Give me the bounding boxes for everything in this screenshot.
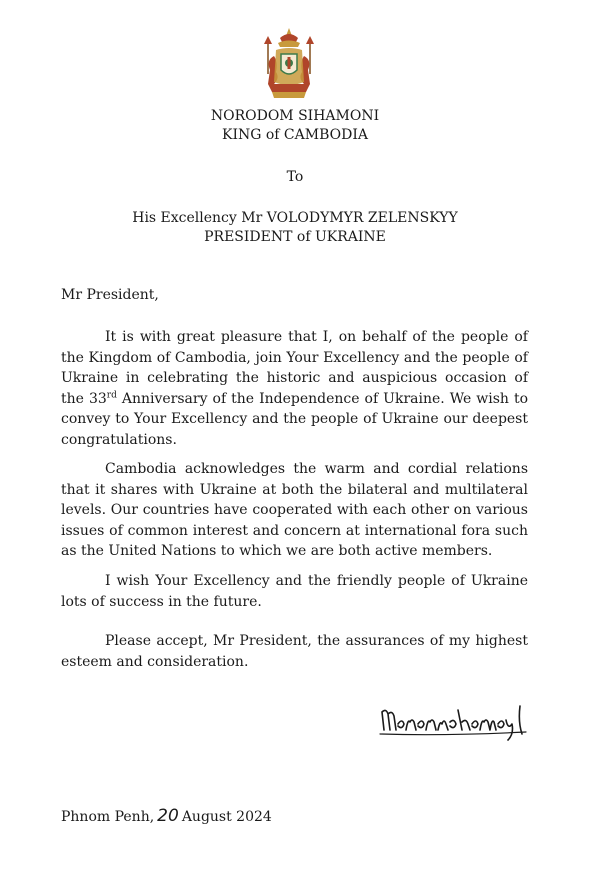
paragraph-wishes: I wish Your Excellency and the friendly people of Ukraine lots of success in the future. [61, 573, 528, 610]
paragraph-congratulations [61, 327, 528, 450]
handwritten-day: 20 [157, 806, 179, 826]
recipient-block [0, 209, 590, 247]
paragraph-1-text-continued: Anniversary of the Independence of Ukraine. We wish to convey to Your Excellency and the people of Ukraine our deepest congratulations. [61, 390, 528, 448]
place: Phnom Penh, [61, 809, 155, 825]
signature-icon [376, 700, 534, 744]
paragraph-closing: Please accept, Mr President, the assurances of my highest esteem and consideration. [61, 633, 528, 670]
recipient-name: His Excellency Mr VOLODYMYR ZELENSKYY [132, 210, 458, 226]
to-label: To [286, 169, 304, 185]
month-year: August 2024 [181, 809, 272, 825]
ordinal-suffix: rd [106, 389, 117, 400]
sender-name: NORODOM SIHAMONI [210, 108, 380, 124]
salutation: Mr President, [61, 287, 159, 303]
place-and-date [61, 806, 272, 826]
sender-title: KING of CAMBODIA [222, 127, 368, 143]
paragraph-1-text: It is with great pleasure that I, on behalf of the people of the Kingdom of Cambodia, join Your Excellency and the people of Ukraine in celebrating the historic and auspicious occasion of the 33 [61, 329, 528, 407]
paragraph-relations: Cambodia acknowledges the warm and cordial relations that it shares with Ukraine at both the bilateral and multilateral levels. Our countries have cooperated with each other on various issues of common interest and concern at international fora such as the United Nations to which we are both active members. [61, 461, 528, 559]
recipient-title: PRESIDENT of UKRAINE [204, 229, 386, 245]
sender-block [0, 107, 590, 145]
royal-arms-emblem-icon [258, 26, 320, 100]
